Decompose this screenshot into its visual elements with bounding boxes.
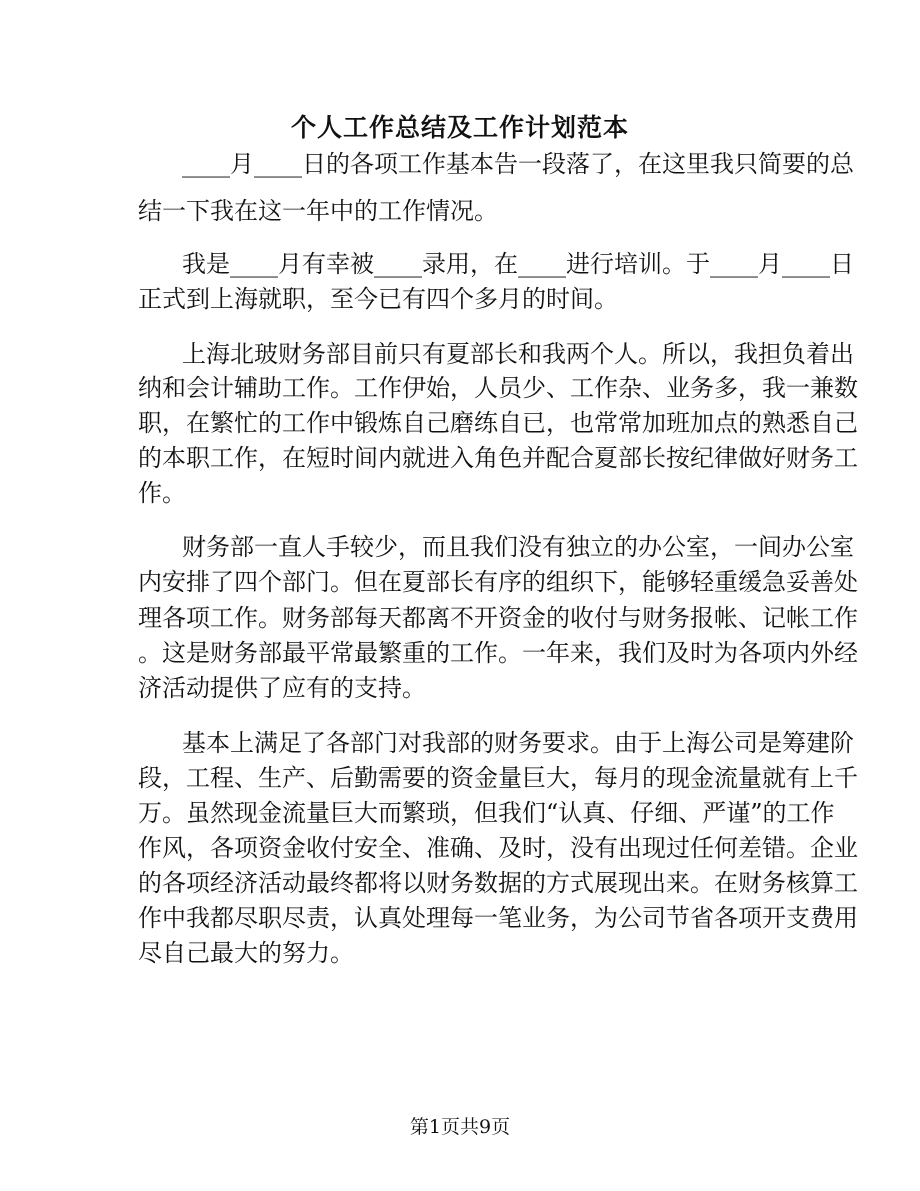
paragraph-line: 作风，各项资金收付安全、准确、及时，没有出现过任何差错。企业 [138, 834, 858, 862]
paragraph-line: ____月____日的各项工作基本告一段落了，在这里我只简要的总 [182, 150, 854, 178]
paragraph-line: 。这是财务部最平常最繁重的工作。一年来，我们及时为各项内外经 [138, 639, 858, 667]
paragraph-line: 内安排了四个部门。但在夏部长有序的组织下，能够轻重缓急妥善处 [138, 568, 858, 596]
paragraph-line: 的各项经济活动最终都将以财务数据的方式展现出来。在财务核算工 [138, 869, 858, 897]
paragraph-line: 万。虽然现金流量巨大而繁琐，但我们“认真、仔细、严谨”的工作 [138, 799, 835, 827]
paragraph-line: 的本职工作，在短时间内就进入角色并配合夏部长按纪律做好财务工 [138, 444, 858, 472]
document-title: 个人工作总结及工作计划范本 [290, 113, 629, 142]
page-footer: 第1页共9页 [409, 1116, 511, 1138]
paragraph-line: 段，工程、生产、后勤需要的资金量巨大，每月的现金流量就有上千 [138, 764, 858, 792]
paragraph-line: 基本上满足了各部门对我部的财务要求。由于上海公司是筹建阶 [182, 729, 854, 757]
paragraph-line: 济活动提供了应有的支持。 [138, 674, 426, 702]
paragraph-line: 尽自己最大的努力。 [138, 939, 354, 967]
paragraph-line: 我是____月有幸被____录用，在____进行培训。于____月____日 [182, 250, 854, 278]
paragraph-line: 上海北玻财务部目前只有夏部长和我两个人。所以，我担负着出 [182, 340, 854, 368]
paragraph-line: 财务部一直人手较少，而且我们没有独立的办公室，一间办公室 [182, 533, 854, 561]
paragraph-line: 纳和会计辅助工作。工作伊始，人员少、工作杂、业务多，我一兼数 [138, 374, 858, 402]
paragraph-line: 职，在繁忙的工作中锻炼自己磨练自已，也常常加班加点的熟悉自己 [138, 409, 858, 437]
paragraph-line: 作中我都尽职尽责，认真处理每一笔业务，为公司节省各项开支费用 [138, 904, 858, 932]
paragraph-line: 正式到上海就职，至今已有四个多月的时间。 [138, 285, 618, 313]
paragraph-line: 结一下我在这一年中的工作情况。 [138, 197, 498, 225]
paragraph-line: 理各项工作。财务部每天都离不开资金的收付与财务报帐、记帐工作 [138, 604, 858, 632]
paragraph-line: 作。 [138, 479, 186, 507]
